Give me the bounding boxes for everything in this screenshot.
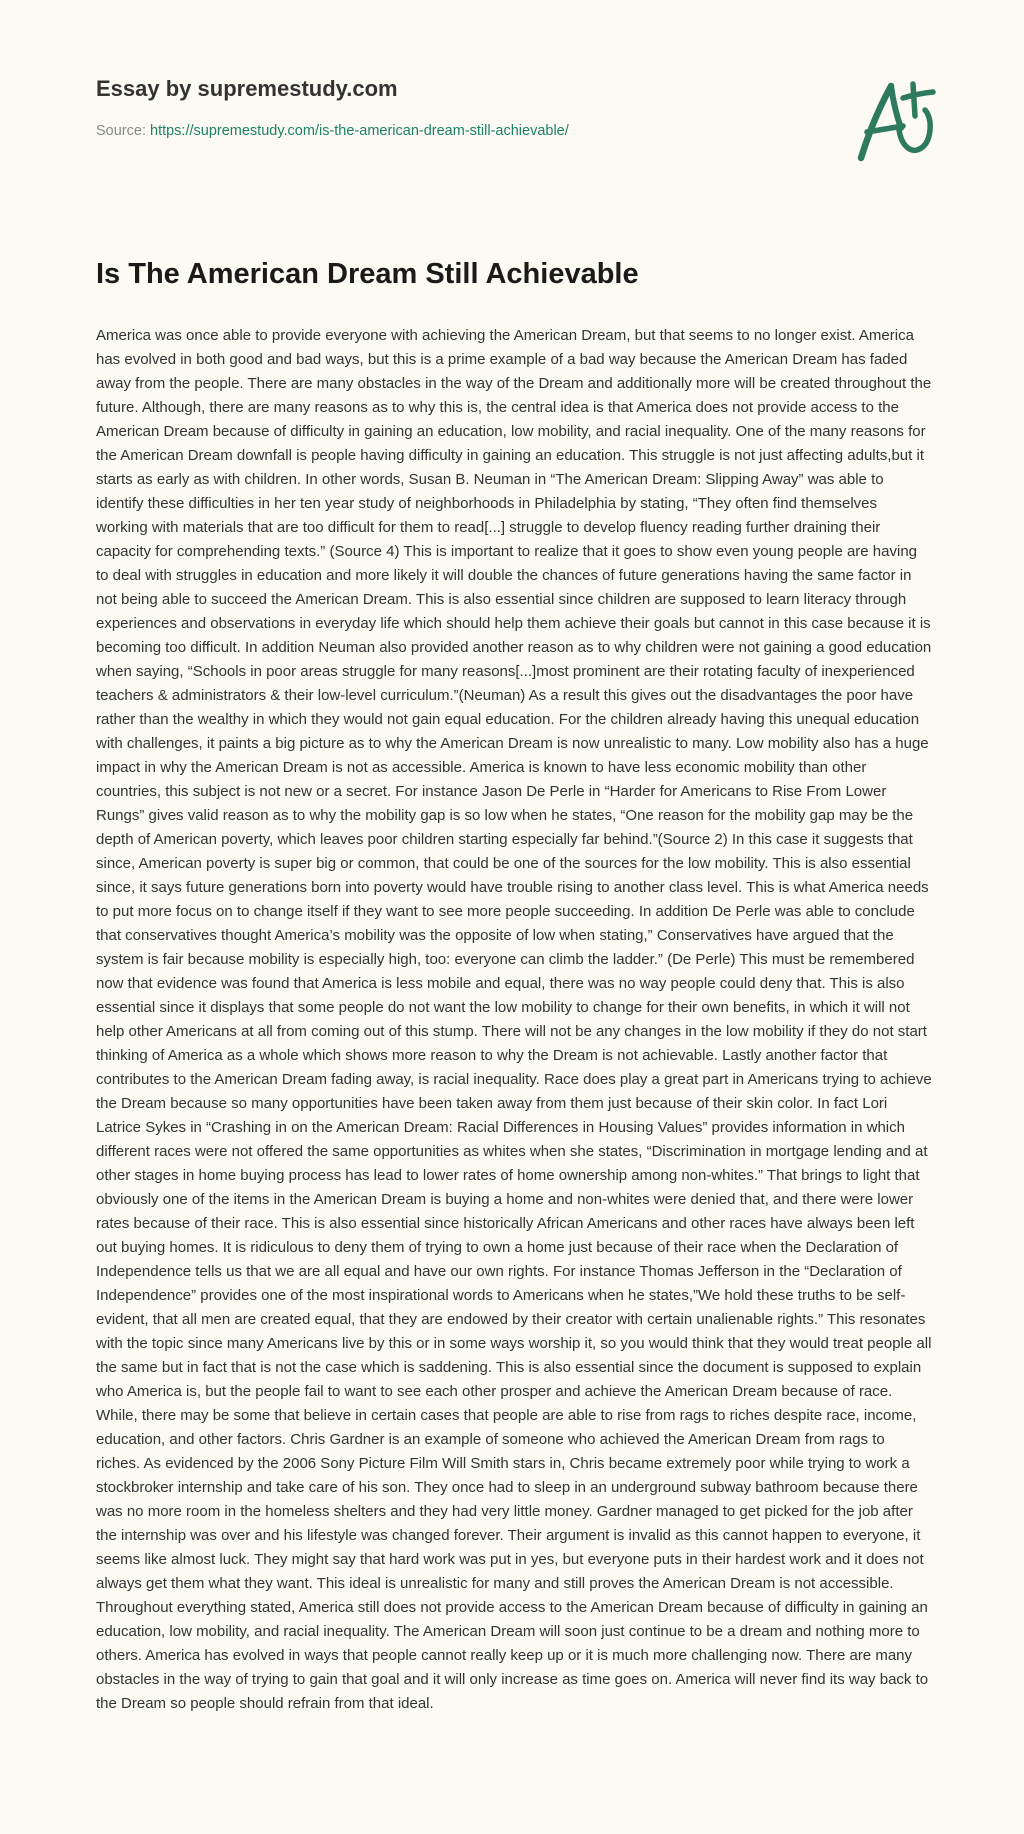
essay-article — [96, 252, 932, 1716]
page-header — [0, 0, 1024, 230]
source-label: Source: — [96, 123, 150, 139]
a-plus-grade-icon — [855, 70, 940, 165]
source-line — [96, 123, 569, 139]
essay-body: America was once able to provide everyone with achieving the American Dream, but that seems to no longer exist. America has evolved in both good and bad ways, but this is a prime example of a bad way because the American Dream has faded away from the people. There are many obstacles in the way of the Dream and additionally more will be created throughout the future. Although, there are many reasons as to why this is, the central idea is that America does not provide access to the American Dream because of difficulty in gaining an education, low mobility, and racial inequality. One of the many reasons for the American Dream downfall is people having difficulty in gaining an education. This struggle is not just affecting adults,but it starts as early as with children. In other words, Susan B. Neuman in “The American Dream: Slipping Away” was able to identify these difficulties in her ten year study of neighborhoods in Philadelphia by stating, “They often find themselves working with materials that are too difficult for them to read[...] struggle to develop fluency reading further draining their capacity for comprehending texts.” (Source 4) This is important to realize that it goes to show even young people are having to deal with struggles in education and more likely it will double the chances of future generations having the same factor in not being able to succeed the American Dream. This is also essential since children are supposed to learn literacy through experiences and observations in everyday life which should help them achieve their goals but cannot in this case because it is becoming too difficult. In addition Neuman also provided another reason as to why children were not gaining a good education when saying, “Schools in poor areas struggle for many reasons[...]most prominent are their rotating faculty of inexperienced teachers & administrators & their low-level curriculum.”(Neuman) As a result this gives out the disadvantages the poor have rather than the wealthy in which they would not gain equal education. For the children already having this unequal education with challenges, it paints a big picture as to why the American Dream is now unrealistic to many. Low mobility also has a huge impact in why the American Dream is not as accessible. America is known to have less economic mobility than other countries, this subject is not new or a secret. For instance Jason De Perle in “Harder for Americans to Rise From Lower Rungs” gives valid reason as to why the mobility gap is so low when he states, “One reason for the mobility gap may be the depth of American poverty, which leaves poor children starting especially far behind.”(Source 2) In this case it suggests that since, American poverty is super big or common, that could be one of the sources for the low mobility. This is also essential since, it says future generations born into poverty would have trouble rising to another class level. This is what America needs to put more focus on to change itself if they want to see more people succeeding. In addition De Perle was able to conclude that conservatives thought America’s mobility was the opposite of low when stating,” Conservatives have argued that the system is fair because mobility is especially high, too: everyone can climb the ladder.” (De Perle) This must be remembered now that evidence was found that America is less mobile and equal, there was no way people could deny that. This is also essential since it displays that some people do not want the low mobility to change for their own benefits, in which it will not help other Americans at all from coming out of this stump. There will not be any changes in the low mobility if they do not start thinking of America as a whole which shows more reason to why the Dream is not achievable. Lastly another factor that contributes to the American Dream fading away, is racial inequality. Race does play a great part in Americans trying to achieve the Dream because so many opportunities have been taken away from them just because of their skin color. In fact Lori Latrice Sykes in “Crashing in on the American Dream: Racial Differences in Housing Values” provides information in which different races were not offered the same opportunities as whites when she states, “Discrimination in mortgage lending and at other stages in home buying process has lead to lower rates of home ownership among non-whites.” That brings to light that obviously one of the items in the American Dream is buying a home and non-whites were denied that, and there were lower rates because of their race. This is also essential since historically African Americans and other races have always been left out buying homes. It is ridiculous to deny them of trying to own a home just because of their race when the Declaration of Independence tells us that we are all equal and have our own rights. For instance Thomas Jefferson in the “Declaration of Independence” provides one of the most inspirational words to Americans when he states,”We hold these truths to be self-evident, that all men are created equal, that they are endowed by their creator with certain unalienable rights.” This resonates with the topic since many Americans live by this or in some ways worship it, so you would think that they would treat people all the same but in fact that is not the case which is saddening. This is also essential since the document is supposed to explain who America is, but the people fail to want to see each other prosper and achieve the American Dream because of race. While, there may be some that believe in certain cases that people are able to rise from rags to riches despite race, income, education, and other factors. Chris Gardner is an example of someone who achieved the American Dream from rags to riches. As evidenced by the 2006 Sony Picture Film Will Smith stars in, Chris became extremely poor while trying to work a stockbroker internship and take care of his son. They once had to sleep in an underground subway bathroom because there was no more room in the homeless shelters and they had very little money. Gardner managed to get picked for the job after the internship was over and his lifestyle was changed forever. Their argument is invalid as this cannot happen to everyone, it seems like almost luck. They might say that hard work was put in yes, but everyone puts in their hardest work and it does not always get them what they want. This ideal is unrealistic for many and still proves the American Dream is not accessible. Throughout everything stated, America still does not provide access to the American Dream because of difficulty in gaining an education, low mobility, and racial inequality. The American Dream will soon just continue to be a dream and nothing more to others. America has evolved in ways that people cannot really keep up or it is much more challenging now. There are many obstacles in the way of trying to gain that goal and it will only increase as time goes on. America will never find its way back to the Dream so people should refrain from that ideal. — [96, 327, 932, 1712]
source-link[interactable]: https://supremestudy.com/is-the-american-dream-still-achievable/ — [150, 123, 569, 139]
essay-title: Is The American Dream Still Achievable — [96, 258, 639, 290]
site-title: Essay by supremestudy.com — [96, 76, 398, 101]
